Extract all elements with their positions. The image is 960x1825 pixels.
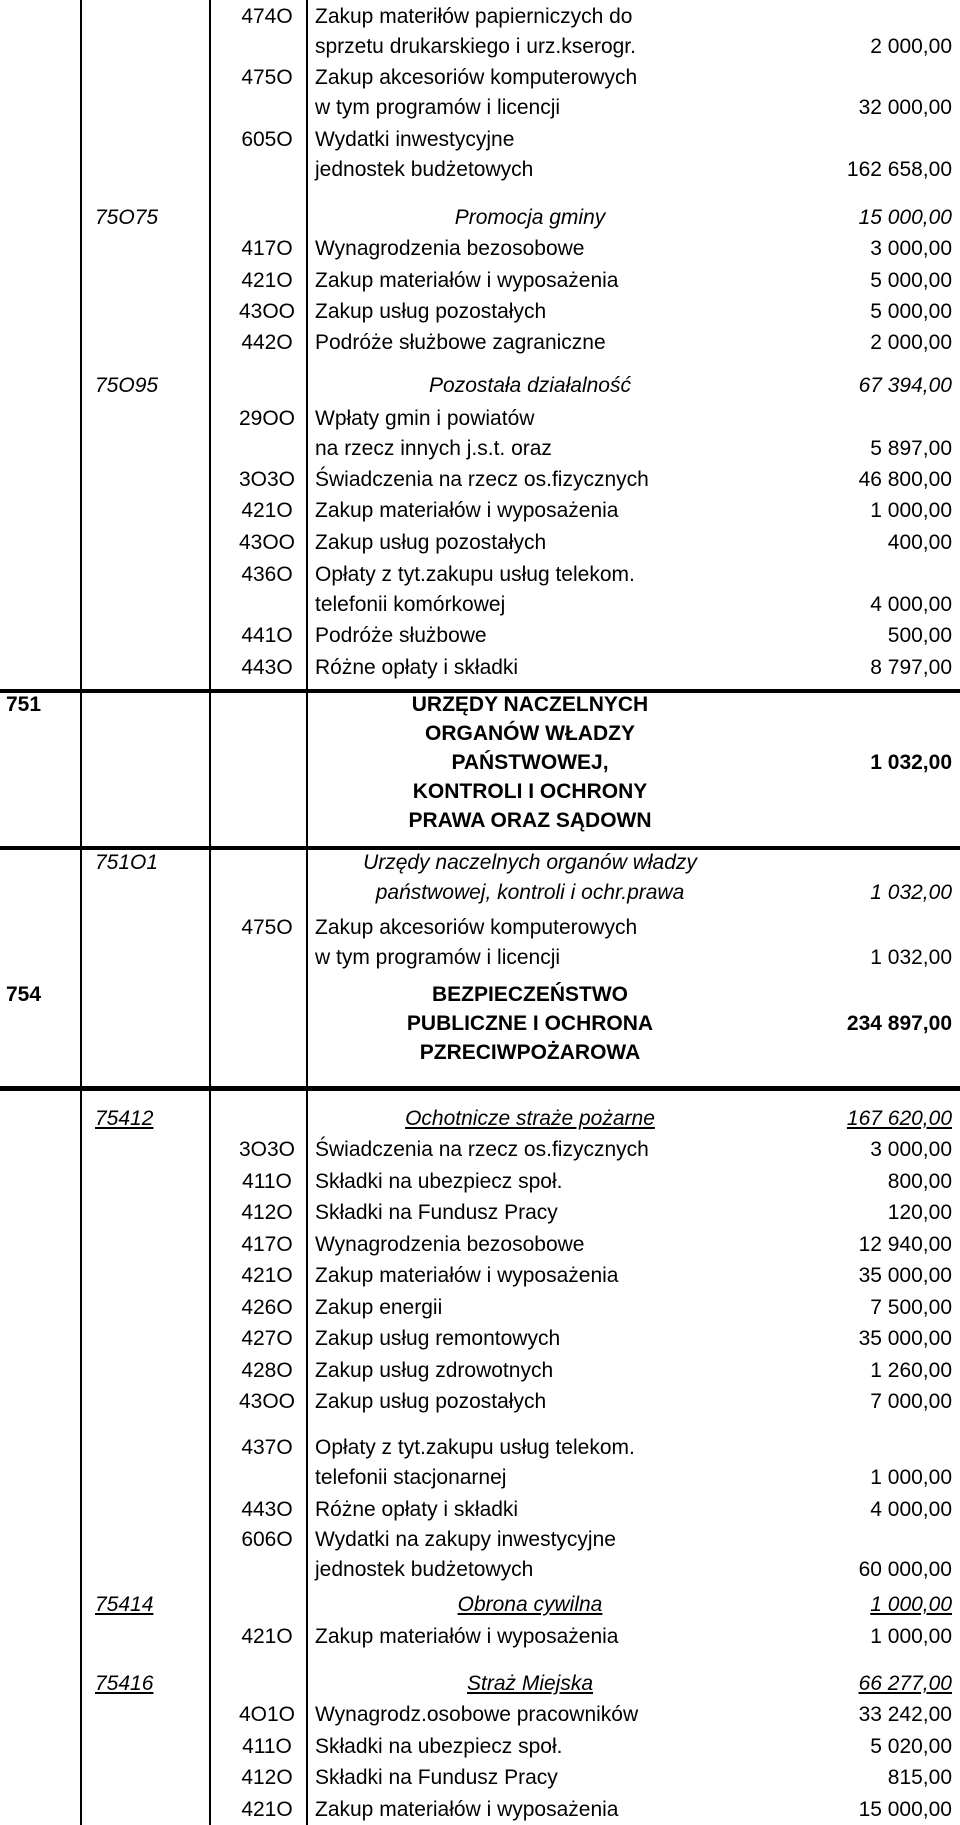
description-line: PZRECIWPOŻAROWA [419, 1041, 641, 1064]
row-amount: 500,00 [887, 624, 952, 647]
paragraf-code: 441O [241, 624, 293, 647]
row-amount: 1 000,00 [870, 1593, 952, 1616]
row-amount: 1 032,00 [870, 751, 952, 774]
description-line: Zakup akcesoriów komputerowych [315, 66, 638, 89]
paragraf-code: 427O [241, 1327, 293, 1350]
paragraf-code: 443O [241, 1498, 293, 1521]
paragraf-code: 475O [241, 916, 293, 939]
paragraf-code: 411O [242, 1170, 292, 1193]
row-amount: 3 000,00 [870, 1138, 952, 1161]
description-line: Obrona cywilna [457, 1593, 603, 1616]
description-line: Pozostała działalność [429, 374, 631, 397]
paragraf-code: 421O [241, 1264, 293, 1287]
row-description [315, 560, 635, 620]
paragraf-code: 29OO [238, 407, 296, 430]
description-line: Zakup materiałów i wyposażenia [315, 499, 619, 522]
row-amount: 5 897,00 [870, 437, 952, 460]
description-line: PAŃSTWOWEJ, [451, 751, 609, 774]
row-description [315, 1387, 546, 1417]
row-description [315, 1230, 584, 1260]
paragraf-code: 417O [241, 1233, 293, 1256]
row-amount: 1 000,00 [870, 499, 952, 522]
description-line: Urzędy naczelnych organów władzy [363, 851, 697, 874]
description-line: Zakup materiałów i wyposażenia [315, 1798, 619, 1821]
description-line: Podróże służbowe [315, 624, 487, 647]
row-amount: 1 000,00 [870, 1625, 952, 1648]
paragraf-code: 443O [241, 656, 293, 679]
description-line: Opłaty z tyt.zakupu usług telekom. [315, 1436, 635, 1459]
description-line: PRAWA ORAZ SĄDOWN [408, 809, 652, 832]
row-amount: 1 260,00 [870, 1359, 952, 1382]
row-amount: 35 000,00 [858, 1264, 952, 1287]
description-line: Zakup usług remontowych [315, 1327, 561, 1350]
rozdzial-code: 75412 [95, 1107, 154, 1130]
description-line: Zakup materiłów papierniczych do [315, 5, 633, 28]
rozdzial-code: 75O95 [95, 374, 159, 397]
description-line: jednostek budżetowych [315, 158, 534, 181]
row-description [315, 404, 552, 464]
description-line: Wydatki inwestycyjne [315, 128, 515, 151]
description-line: Zakup usług pozostałych [315, 1390, 547, 1413]
description-line: Zakup usług pozostałych [315, 300, 547, 323]
row-amount: 8 797,00 [870, 656, 952, 679]
paragraf-code: 3O3O [238, 468, 296, 491]
paragraf-code: 411O [242, 1735, 292, 1758]
description-line: Różne opłaty i składki [315, 1498, 519, 1521]
description-line: BEZPIECZEŃSTWO [431, 983, 628, 1006]
row-description [315, 496, 618, 526]
description-line: Składki na Fundusz Pracy [315, 1201, 558, 1224]
row-description [315, 266, 618, 296]
paragraf-code: 43OO [238, 300, 296, 323]
row-amount: 1 000,00 [870, 1466, 952, 1489]
column-divider [209, 0, 211, 1825]
row-description [315, 1763, 558, 1793]
description-line: Wynagrodzenia bezosobowe [315, 1233, 585, 1256]
description-line: Składki na ubezpiecz społ. [315, 1735, 563, 1758]
row-amount: 120,00 [887, 1201, 952, 1224]
dzial-code: 751 [6, 693, 42, 716]
row-amount: 66 277,00 [858, 1672, 952, 1695]
row-description [315, 528, 546, 558]
paragraf-code: 474O [241, 5, 293, 28]
paragraf-code: 428O [241, 1359, 293, 1382]
row-description [315, 1732, 562, 1762]
paragraf-code: 4O1O [238, 1703, 296, 1726]
row-amount: 234 897,00 [846, 1012, 952, 1035]
description-line: URZĘDY NACZELNYCH [411, 693, 649, 716]
row-amount: 32 000,00 [858, 96, 952, 119]
paragraf-code: 412O [241, 1201, 293, 1224]
rozdzial-code: 75414 [95, 1593, 154, 1616]
row-description [315, 653, 518, 683]
description-line: Zakup energii [315, 1296, 443, 1319]
paragraf-code: 417O [241, 237, 293, 260]
description-line: Składki na ubezpiecz społ. [315, 1170, 563, 1193]
paragraf-code: 436O [241, 563, 293, 586]
description-line: Opłaty z tyt.zakupu usług telekom. [315, 563, 635, 586]
row-description [315, 1669, 745, 1699]
paragraf-code: 43OO [238, 1390, 296, 1413]
row-amount: 2 000,00 [870, 35, 952, 58]
row-description [315, 1356, 553, 1386]
rozdzial-code: 75O75 [95, 206, 159, 229]
description-line: Promocja gminy [454, 206, 606, 229]
row-amount: 1 032,00 [870, 881, 952, 904]
row-description [315, 1104, 745, 1134]
row-description [315, 63, 637, 123]
description-line: Zakup usług zdrowotnych [315, 1359, 554, 1382]
row-description [315, 1135, 649, 1165]
row-description [315, 234, 584, 264]
paragraf-code: 442O [241, 331, 293, 354]
row-description [315, 1293, 442, 1323]
row-amount: 33 242,00 [858, 1703, 952, 1726]
row-amount: 1 032,00 [870, 946, 952, 969]
paragraf-code: 437O [241, 1436, 293, 1459]
description-line: Straż Miejska [466, 1672, 594, 1695]
description-line: jednostek budżetowych [315, 1558, 534, 1581]
row-amount: 800,00 [887, 1170, 952, 1193]
description-line: telefonii stacjonarnej [315, 1466, 507, 1489]
paragraf-code: 426O [241, 1296, 293, 1319]
row-amount: 15 000,00 [858, 1798, 952, 1821]
row-amount: 12 940,00 [858, 1233, 952, 1256]
description-line: Wpłaty gmin i powiatów [315, 407, 535, 430]
description-line: KONTROLI I OCHRONY [412, 780, 648, 803]
row-description [315, 1433, 635, 1493]
description-line: w tym programów i licencji [315, 96, 561, 119]
rozdzial-code: 751O1 [95, 851, 159, 874]
description-line: Zakup materiałów i wyposażenia [315, 1625, 619, 1648]
row-description [315, 297, 546, 327]
row-description [315, 913, 637, 973]
description-line: Wynagrodz.osobowe pracowników [315, 1703, 639, 1726]
description-line: telefonii komórkowej [315, 593, 506, 616]
paragraf-code: 605O [241, 128, 293, 151]
description-line: na rzecz innych j.s.t. oraz [315, 437, 552, 460]
description-line: PUBLICZNE I OCHRONA [406, 1012, 654, 1035]
description-line: Zakup materiałów i wyposażenia [315, 269, 619, 292]
description-line: Zakup materiałów i wyposażenia [315, 1264, 619, 1287]
paragraf-code: 475O [241, 66, 293, 89]
row-amount: 60 000,00 [858, 1558, 952, 1581]
row-description [315, 1590, 745, 1620]
row-description [315, 1495, 518, 1525]
description-line: Zakup akcesoriów komputerowych [315, 916, 638, 939]
description-line: ORGANÓW WŁADZY [425, 722, 635, 745]
description-line: Składki na Fundusz Pracy [315, 1766, 558, 1789]
description-line: Wynagrodzenia bezosobowe [315, 237, 585, 260]
dzial-code: 754 [6, 983, 42, 1006]
description-line: Różne opłaty i składki [315, 656, 519, 679]
row-amount: 4 000,00 [870, 1498, 952, 1521]
row-description [315, 848, 745, 908]
row-description [315, 465, 649, 495]
column-divider [80, 0, 82, 1825]
row-description [315, 328, 606, 358]
paragraf-code: 606O [241, 1528, 293, 1551]
row-description [315, 1261, 618, 1291]
row-description [315, 690, 745, 835]
paragraf-code: 412O [241, 1766, 293, 1789]
row-amount: 162 658,00 [846, 158, 952, 181]
description-line: sprzetu drukarskiego i urz.kserogr. [315, 35, 636, 58]
rozdzial-code: 75416 [95, 1672, 154, 1695]
row-amount: 35 000,00 [858, 1327, 952, 1350]
paragraf-code: 421O [241, 1798, 293, 1821]
paragraf-code: 421O [241, 1625, 293, 1648]
row-amount: 4 000,00 [870, 593, 952, 616]
row-amount: 5 020,00 [870, 1735, 952, 1758]
row-description [315, 1700, 638, 1730]
row-description [315, 371, 745, 401]
row-description [315, 621, 487, 651]
paragraf-code: 421O [241, 269, 293, 292]
description-line: Wydatki na zakupy inwestycyjne [315, 1528, 616, 1551]
row-amount: 2 000,00 [870, 331, 952, 354]
row-amount: 815,00 [887, 1766, 952, 1789]
row-description [315, 2, 636, 62]
description-line: Świadczenia na rzecz os.fizycznych [315, 1138, 649, 1161]
row-amount: 67 394,00 [858, 374, 952, 397]
paragraf-code: 421O [241, 499, 293, 522]
paragraf-code: 3O3O [238, 1138, 296, 1161]
description-line: Podróże służbowe zagraniczne [315, 331, 606, 354]
column-divider [306, 0, 308, 1825]
description-line: państwowej, kontroli i ochr.prawa [375, 881, 685, 904]
row-amount: 3 000,00 [870, 237, 952, 260]
row-description [315, 203, 745, 233]
row-amount: 7 000,00 [870, 1390, 952, 1413]
description-line: Zakup usług pozostałych [315, 531, 547, 554]
row-description [315, 1324, 560, 1354]
row-description [315, 1198, 558, 1228]
row-description [315, 1525, 616, 1585]
description-line: Ochotnicze straże pożarne [405, 1107, 655, 1130]
row-amount: 5 000,00 [870, 269, 952, 292]
row-description [315, 1795, 618, 1825]
row-amount: 400,00 [887, 531, 952, 554]
row-description [315, 980, 745, 1067]
paragraf-code: 43OO [238, 531, 296, 554]
row-amount: 167 620,00 [846, 1107, 952, 1130]
row-description [315, 1167, 562, 1197]
row-amount: 15 000,00 [858, 206, 952, 229]
row-description [315, 125, 533, 185]
row-amount: 7 500,00 [870, 1296, 952, 1319]
row-amount: 5 000,00 [870, 300, 952, 323]
row-amount: 46 800,00 [858, 468, 952, 491]
section-rule [0, 1086, 960, 1091]
description-line: w tym programów i licencji [315, 946, 561, 969]
description-line: Świadczenia na rzecz os.fizycznych [315, 468, 649, 491]
row-description [315, 1622, 618, 1652]
